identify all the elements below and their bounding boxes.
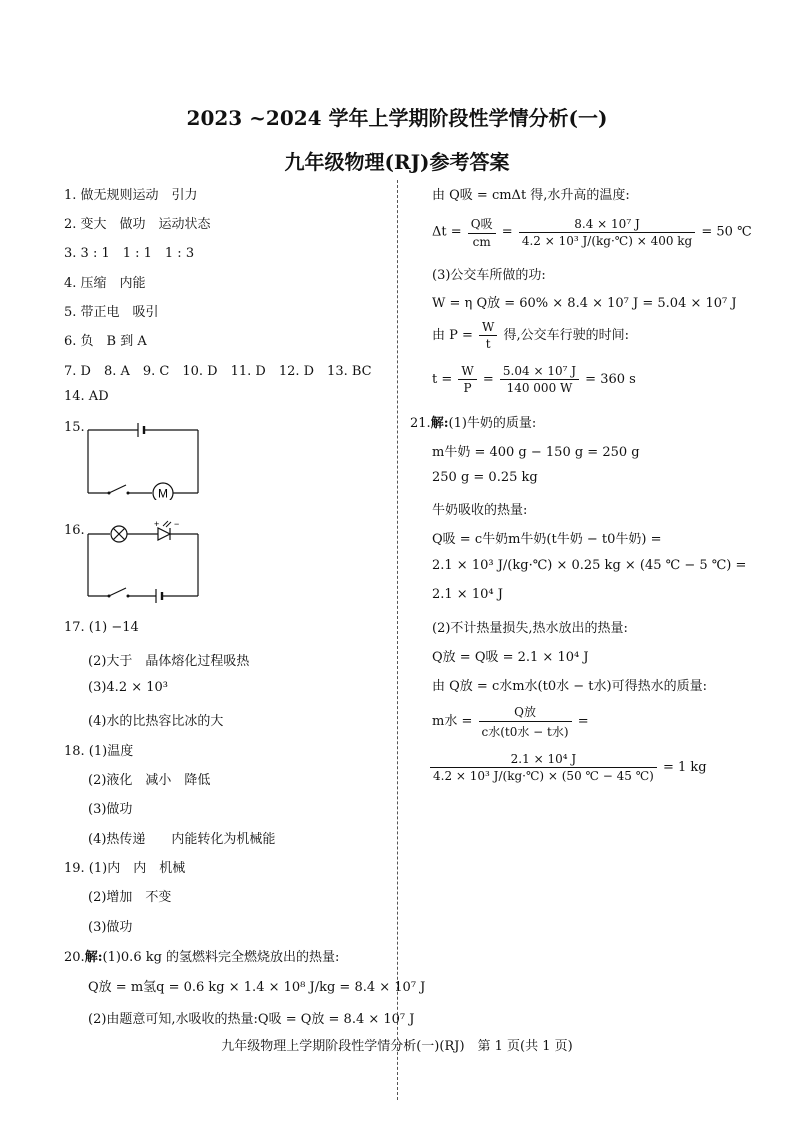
right-line-16: 由 Q放 = c水m水(t0水 − t水)可得热水的质量: [432, 679, 707, 694]
fraction-num: Q放 [479, 703, 572, 722]
fraction [479, 703, 572, 740]
fraction [500, 364, 579, 395]
right-formula-p [432, 320, 629, 351]
right-formula-result [428, 752, 707, 783]
answer-20-text: (1)0.6 kg 的氢燃料完全燃烧放出的热量: [102, 950, 340, 965]
answer-14: 14. AD [64, 389, 109, 404]
right-line-12: 2.1 × 10³ J/(kg·℃) × 0.25 kg × (45 ℃ − 5 ℃) = [432, 558, 747, 573]
answer-5: 5. 带正电 吸引 [64, 305, 159, 320]
fraction-num: 2.1 × 10⁴ J [430, 752, 657, 768]
answer-21-jie: 解: [430, 416, 449, 431]
f-lhs: m水 = [432, 714, 473, 729]
fraction-den: 4.2 × 10³ J/(kg·℃) × 400 kg [521, 233, 693, 248]
right-line-4: W = η Q放 = 60% × 8.4 × 10⁷ J = 5.04 × 10⁷ J [432, 296, 737, 311]
fraction-num: 8.4 × 10⁷ J [519, 217, 695, 233]
answer-17-4: (4)水的比热容比冰的大 [88, 714, 224, 729]
fraction [458, 364, 476, 395]
motor-symbol: M [158, 486, 168, 500]
right-line-11: Q吸 = c牛奶m牛奶(t牛奶 − t0牛奶) = [432, 532, 662, 547]
answer-20-calc: Q放 = m氢q = 0.6 kg × 1.4 × 10⁸ J/kg = 8.4 × 10⁷ J [88, 980, 426, 995]
right-formula-delta-t: Δt = $\frac{\text{Q吸}}{cm}$ = $\frac{\text{8.4 × 10⁷ J}}{\text{4.2 × 10³ J/(kg·℃) × 400 kg}}$ = 50 ℃ [432, 216, 752, 249]
page-subtitle: 九年级物理(RJ)参考答案 [284, 150, 510, 174]
fraction-num: 5.04 × 10⁷ J [500, 364, 579, 380]
answer-4: 4. 压缩 内能 [64, 276, 146, 291]
answer-7-13: 7. D 8. A 9. C 10. D 11. D 12. D 13. BC [64, 364, 372, 379]
answer-18-1: 18. (1)温度 [64, 744, 134, 759]
fraction-den: c水(t0水 − t水) [481, 725, 569, 739]
fraction-den: 4.2 × 10³ J/(kg·℃) × (50 ℃ − 45 ℃) [433, 769, 654, 783]
right-line-14: (2)不计热量损失,热水放出的热量: [432, 621, 628, 636]
page-footer: 九年级物理上学期阶段性学情分析(一)(RJ) 第 1 页(共 1 页) [221, 1039, 573, 1054]
answer-21-number: 21. [410, 416, 431, 431]
answer-6: 6. 负 B 到 A [64, 334, 147, 349]
answer-15-label: 15. [64, 420, 85, 435]
answer-16-label: 16. [64, 523, 85, 538]
f-result: = 1 kg [662, 760, 707, 775]
answer-20-1 [64, 946, 339, 965]
answer-17-3: (3)4.2 × 10³ [88, 680, 168, 695]
f-lhs: Δt = [432, 224, 462, 240]
f-result: = [577, 714, 589, 729]
answer-18-3: (3)做功 [88, 802, 133, 817]
f-result: = 50 ℃ [701, 224, 752, 240]
right-line-8: m牛奶 = 400 g − 150 g = 250 g [432, 445, 640, 460]
answer-3: 3. 3 : 1 1 : 1 1 : 3 [64, 246, 195, 261]
f-text: 由 P = [432, 328, 473, 343]
answer-20-jie: 解: [84, 950, 103, 965]
answer-19-1: 19. (1)内 内 机械 [64, 861, 186, 876]
right-formula-t: t = $\frac{W}{P}$ = $\frac{\text{5.04 × 10⁷ J}}{140 000 W}$ = 360 s [432, 364, 636, 395]
right-line-15: Q放 = Q吸 = 2.1 × 10⁴ J [432, 650, 589, 665]
fraction-den: t [485, 337, 491, 351]
page-title: 2023 ~2024 学年上学期阶段性学情分析(一) [186, 106, 608, 130]
answer-19-2: (2)增加 不变 [88, 890, 172, 905]
answer-2: 2. 变大 做功 运动状态 [64, 217, 211, 232]
fraction [430, 752, 657, 783]
fraction-den: cm [472, 235, 491, 249]
fraction-num: Q吸 [468, 215, 496, 234]
right-line-1: 由 Q吸 = cmΔt 得,水升高的温度: [432, 188, 630, 203]
answer-1: 1. 做无规则运动 引力 [64, 188, 198, 203]
right-line-13: 2.1 × 10⁴ J [432, 587, 503, 602]
answer-17-2: (2)大于 晶体熔化过程吸热 [88, 654, 250, 669]
right-formula-m-water [432, 703, 589, 740]
f-text: 得,公交车行驶的时间: [503, 328, 630, 343]
f-result: = 360 s [585, 372, 636, 387]
answer-19-3: (3)做功 [88, 920, 133, 935]
circuit-diagram-15 [86, 420, 202, 500]
answer-17-1: 17. (1) −14 [64, 620, 139, 635]
answer-21-1 [410, 412, 536, 431]
fraction [468, 215, 496, 249]
answer-18-4: (4)热传递 内能转化为机械能 [88, 832, 276, 847]
fraction-num: W [458, 364, 476, 380]
fraction-den: P [463, 381, 472, 395]
fraction [519, 217, 695, 248]
svg-text:−: − [174, 520, 180, 529]
right-line-9: 250 g = 0.25 kg [432, 470, 538, 485]
answer-20-2: (2)由题意可知,水吸收的热量:Q吸 = Q放 = 8.4 × 10⁷ J [88, 1012, 415, 1027]
f-lhs: t = [432, 372, 453, 387]
circuit-diagram-16 [86, 520, 202, 604]
right-line-10: 牛奶吸收的热量: [432, 503, 528, 518]
answer-20-number: 20. [64, 950, 85, 965]
svg-text:+: + [154, 520, 160, 529]
column-divider [397, 180, 398, 1100]
answer-21-text: (1)牛奶的质量: [448, 416, 537, 431]
answer-18-2: (2)液化 减小 降低 [88, 773, 211, 788]
right-line-3: (3)公交车所做的功: [432, 268, 546, 283]
fraction-den: 140 000 W [506, 381, 573, 395]
fraction-num: W [479, 320, 497, 336]
fraction [479, 320, 497, 351]
